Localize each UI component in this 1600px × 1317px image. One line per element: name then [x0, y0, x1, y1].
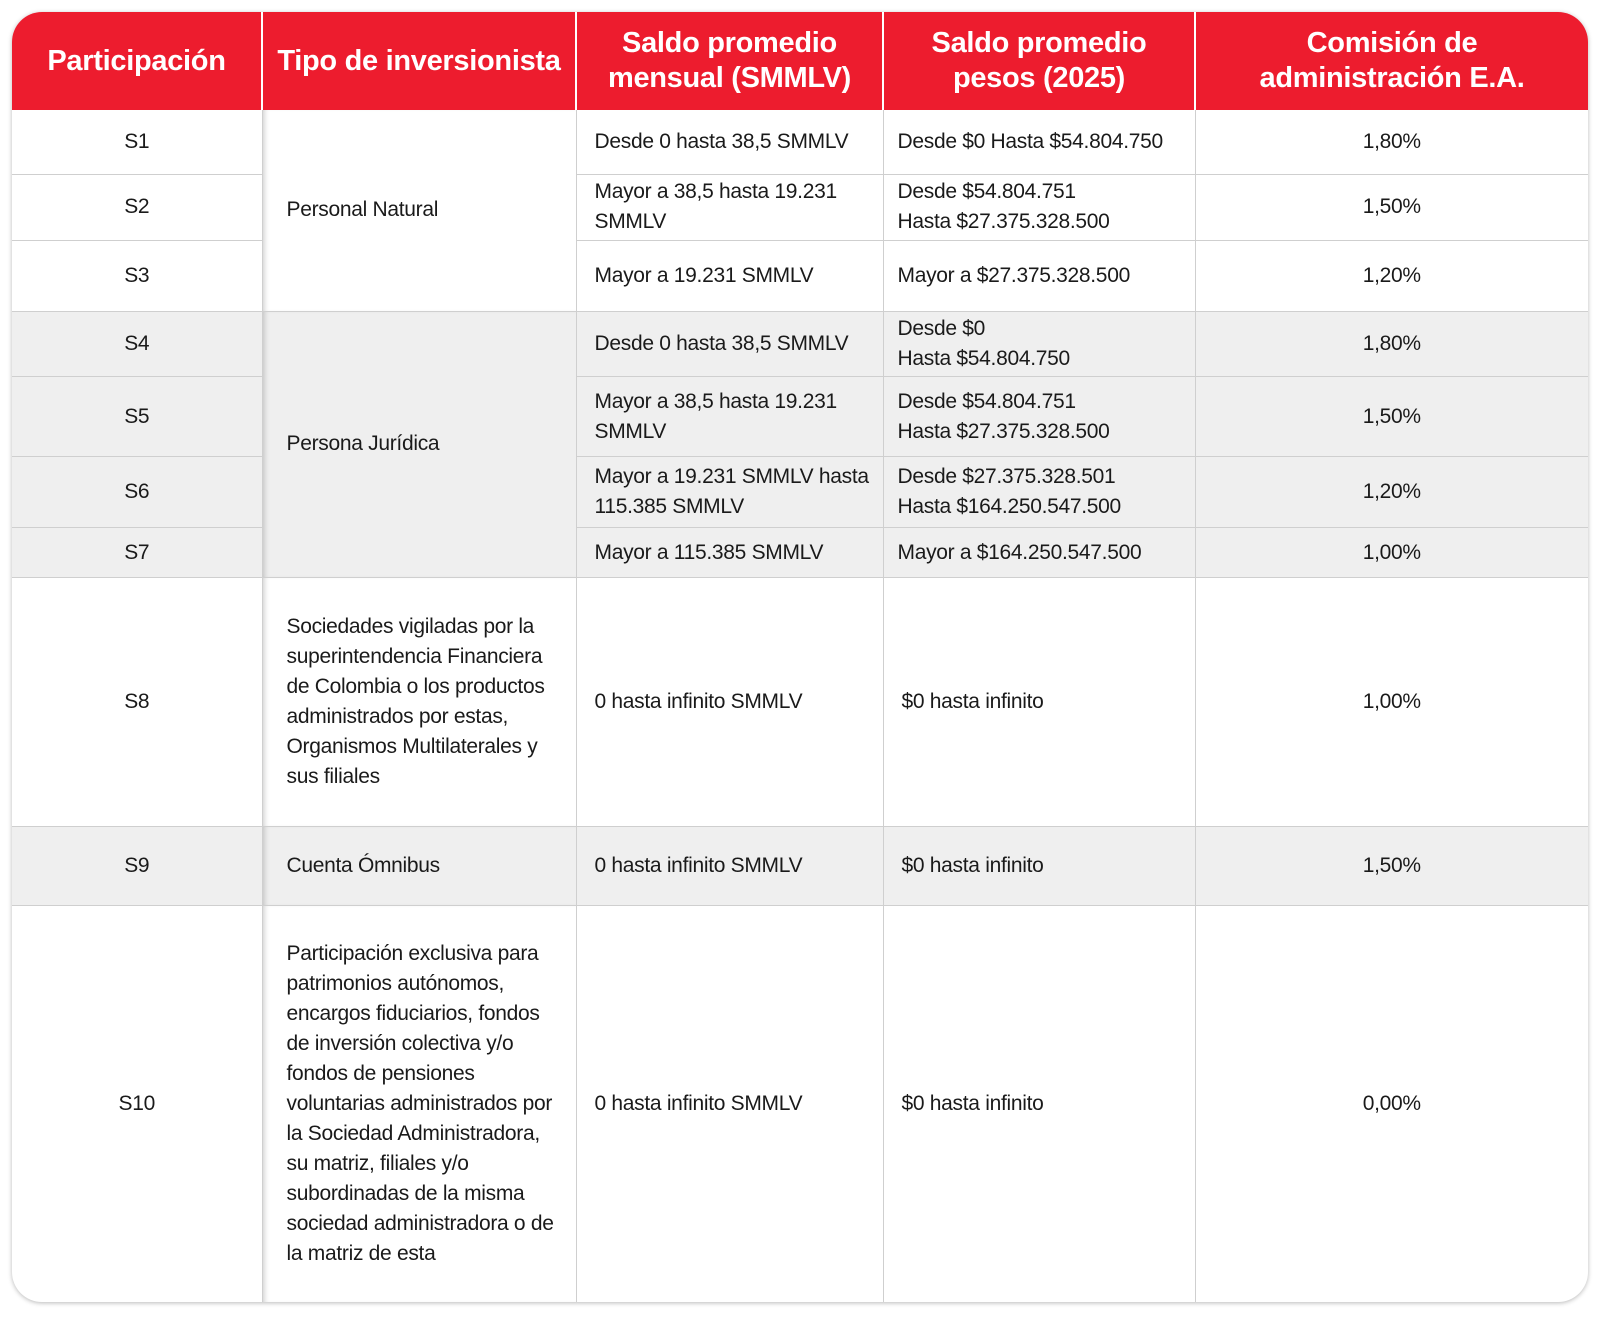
pesos-line: $0 hasta infinito — [901, 690, 1044, 714]
fee-cell: 1,20% — [1195, 240, 1588, 311]
fee-cell: 1,50% — [1195, 175, 1588, 241]
pesos-cell — [883, 457, 1195, 528]
header-participacion: Participación — [12, 12, 262, 110]
pesos-line: Mayor a $27.375.328.500 — [897, 263, 1130, 287]
fee-cell: 1,50% — [1195, 827, 1588, 906]
pesos-cell — [883, 527, 1195, 577]
range-cell: Desde 0 hasta 38,5 SMMLV — [576, 311, 883, 377]
code-cell: S8 — [12, 578, 262, 827]
header-saldo-smmlv: Saldo promedio mensual (SMMLV) — [576, 12, 883, 110]
table-row — [12, 527, 1588, 577]
pesos-cell — [883, 578, 1195, 827]
range-cell: Mayor a 19.231 SMMLV — [576, 240, 883, 311]
range-cell: Mayor a 38,5 hasta 19.231 SMMLV — [576, 377, 883, 457]
code-cell: S10 — [12, 906, 262, 1302]
pesos-cell — [883, 377, 1195, 457]
range-cell: 0 hasta infinito SMMLV — [576, 578, 883, 827]
table-row — [12, 377, 1588, 457]
code-cell: S4 — [12, 311, 262, 377]
pesos-line: Desde $54.804.751 — [897, 389, 1076, 413]
pesos-line: Desde $0 — [897, 316, 985, 340]
pesos-line: Hasta $27.375.328.500 — [897, 419, 1110, 443]
table-row — [12, 457, 1588, 528]
pesos-line: Mayor a $164.250.547.500 — [897, 540, 1142, 564]
code-cell: S2 — [12, 175, 262, 241]
range-cell: Mayor a 19.231 SMMLV hasta 115.385 SMMLV — [576, 457, 883, 528]
header-tipo-inversionista: Tipo de inversionista — [262, 12, 576, 110]
header-saldo-pesos: Saldo promedio pesos (2025) — [883, 12, 1195, 110]
pesos-line: Hasta $54.804.750 — [897, 346, 1070, 370]
fee-cell: 1,80% — [1195, 110, 1588, 175]
range-cell: Mayor a 115.385 SMMLV — [576, 527, 883, 577]
fee-cell: 1,00% — [1195, 578, 1588, 827]
pesos-line: Desde $27.375.328.501 — [897, 465, 1116, 489]
table-row — [12, 906, 1588, 1302]
header-comision: Comisión de administración E.A. — [1195, 12, 1588, 110]
code-cell: S6 — [12, 457, 262, 528]
investor-type-cell: Cuenta Ómnibus — [262, 827, 576, 906]
investor-type-cell: Participación exclusiva para patrimonios autónomos, encargos fiduciarios, fondos de inversión colectiva y/o fondos de pensiones voluntarias administrados por la Sociedad Administradora, su matriz, filiales y/o subordinadas de la misma sociedad administradora o de la matriz de esta — [262, 906, 576, 1302]
code-cell: S9 — [12, 827, 262, 906]
range-cell: Desde 0 hasta 38,5 SMMLV — [576, 110, 883, 175]
code-cell: S3 — [12, 240, 262, 311]
pesos-line: Desde $0 Hasta $54.804.750 — [897, 130, 1163, 154]
pesos-line: $0 hasta infinito — [901, 1092, 1044, 1116]
fee-cell: 1,20% — [1195, 457, 1588, 528]
code-cell: S5 — [12, 377, 262, 457]
investor-type-cell: Sociedades vigiladas por la superintendencia Financiera de Colombia o los productos administrados por estas, Organismos Multilaterales y sus filiales — [262, 578, 576, 827]
range-cell: 0 hasta infinito SMMLV — [576, 827, 883, 906]
fee-cell: 0,00% — [1195, 906, 1588, 1302]
fee-cell: 1,50% — [1195, 377, 1588, 457]
pesos-cell — [883, 827, 1195, 906]
pesos-line: Hasta $27.375.328.500 — [897, 210, 1110, 234]
pesos-line: Desde $54.804.751 — [897, 180, 1076, 204]
fee-cell: 1,80% — [1195, 311, 1588, 377]
fee-table-card — [12, 12, 1588, 1302]
table-row — [12, 311, 1588, 377]
code-cell: S7 — [12, 527, 262, 577]
table-row — [12, 110, 1588, 175]
pesos-cell — [883, 240, 1195, 311]
pesos-cell — [883, 175, 1195, 241]
range-cell: 0 hasta infinito SMMLV — [576, 906, 883, 1302]
fee-table — [12, 12, 1588, 1302]
fee-cell: 1,00% — [1195, 527, 1588, 577]
pesos-cell — [883, 906, 1195, 1302]
table-row — [12, 578, 1588, 827]
investor-type-cell: Personal Natural — [262, 110, 576, 311]
range-cell: Mayor a 38,5 hasta 19.231 SMMLV — [576, 175, 883, 241]
table-row — [12, 175, 1588, 241]
pesos-line: Hasta $164.250.547.500 — [897, 495, 1121, 519]
pesos-cell — [883, 311, 1195, 377]
pesos-line: $0 hasta infinito — [901, 854, 1044, 878]
investor-type-cell: Persona Jurídica — [262, 311, 576, 578]
table-row — [12, 240, 1588, 311]
table-row — [12, 827, 1588, 906]
code-cell: S1 — [124, 130, 150, 154]
pesos-cell — [883, 110, 1195, 175]
header-row — [12, 12, 1588, 110]
